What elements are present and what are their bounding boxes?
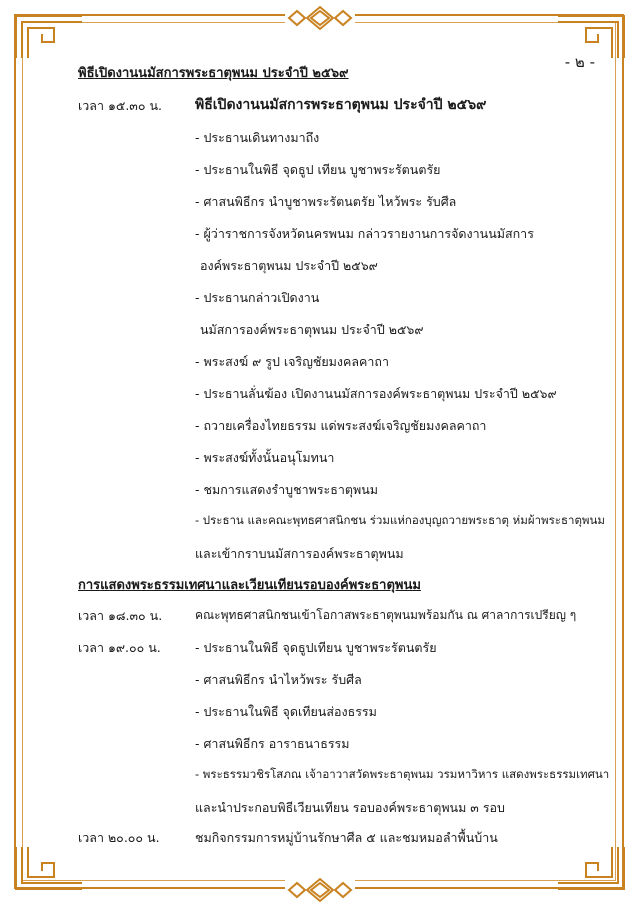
time-label: เวลา ๑๕.๓๐ น. (78, 98, 162, 113)
schedule-item: - ผู้ว่าราชการจังหวัดนครพนม กล่าวรายงานการจัดงานนมัสการ (195, 226, 534, 241)
schedule-item: - ประธานในพิธี จุดธูป เทียน บูชาพระรัตนตรัย (195, 162, 441, 177)
corner-ornament-icon (14, 845, 84, 891)
corner-ornament-icon (556, 845, 626, 891)
diamond-ornament-icon (285, 5, 355, 31)
schedule-item: - ประธานในพิธี จุดธูปเทียน บูชาพระรัตนตรัย (195, 640, 437, 655)
diamond-ornament-icon (285, 877, 355, 903)
schedule-item: นมัสการองค์พระธาตุพนม ประจำปี ๒๕๖๙ (200, 322, 424, 337)
schedule-item: - พระธรรมวชิรโสภณ เจ้าอาวาสวัดพระธาตุพนม วรมหาวิหาร แสดงพระธรรมเทศนา (195, 767, 610, 781)
schedule-item: องค์พระธาตุพนม ประจำปี ๒๕๖๙ (200, 258, 378, 273)
schedule-item: - ชมการแสดงรำบูชาพระธาตุพนม (195, 482, 379, 497)
time-label: เวลา ๒๐.๐๐ น. (78, 830, 160, 845)
page-number: - ๒ - (564, 53, 595, 71)
section-heading-opening: พิธีเปิดงานนมัสการพระธาตุพนม ประจำปี ๒๕๖๙ (78, 66, 349, 81)
schedule-item: - ประธานลั่นฆ้อง เปิดงานนมัสการองค์พระธาตุพนม ประจำปี ๒๕๖๙ (195, 386, 557, 401)
corner-ornament-icon (14, 14, 84, 60)
schedule-item: และนำประกอบพิธีเวียนเทียน รอบองค์พระธาตุพนม ๓ รอบ (195, 800, 505, 815)
schedule-item: - พระสงฆ์ทั้งนั้นอนุโมทนา (195, 450, 335, 465)
schedule-item: คณะพุทธศาสนิกชนเข้าโอกาสพระธาตุพนมพร้อมกัน ณ ศาลาการเปรียญ ๆ (195, 608, 577, 622)
schedule-item: และเข้ากราบนมัสการองค์พระธาตุพนม (195, 546, 404, 561)
schedule-item: - ศาสนพิธีกร อาราธนาธรรม (195, 736, 350, 751)
schedule-item: - ศาสนพิธีกร นำบูชาพระรัตนตรัย ไหว้พระ รับศีล (195, 194, 457, 209)
time-label: เวลา ๑๘.๓๐ น. (78, 608, 163, 623)
schedule-item: - ประธาน และคณะพุทธศาสนิกชน ร่วมแห่กองบุญถวายพระธาตุ ห่มผ้าพระธาตุพนม (195, 513, 605, 527)
time-label: เวลา ๑๙.๐๐ น. (78, 640, 161, 655)
schedule-item: - ถวายเครื่องไทยธรรม แด่พระสงฆ์เจริญชัยมงคลคาถา (195, 418, 487, 433)
schedule-item: - ประธานในพิธี จุดเทียนส่องธรรม (195, 704, 377, 719)
schedule-item: - ศาสนพิธีกร นำไหว้พระ รับศีล (195, 672, 362, 687)
schedule-item: - ประธานเดินทางมาถึง (195, 130, 320, 145)
section-heading-sermon: การแสดงพระธรรมเทศนาและเวียนเทียนรอบองค์พระธาตุพนม (78, 578, 421, 593)
opening-ceremony-title: พิธีเปิดงานนมัสการพระธาตุพนม ประจำปี ๒๕๖๙ (195, 97, 487, 113)
schedule-item: - พระสงฆ์ ๙ รูป เจริญชัยมงคลคาถา (195, 354, 389, 369)
schedule-item: ชมกิจกรรมการหมู่บ้านรักษาศีล ๕ และชมหมอลำพื้นบ้าน (195, 830, 498, 845)
schedule-item: - ประธานกล่าวเปิดงาน (195, 290, 320, 305)
